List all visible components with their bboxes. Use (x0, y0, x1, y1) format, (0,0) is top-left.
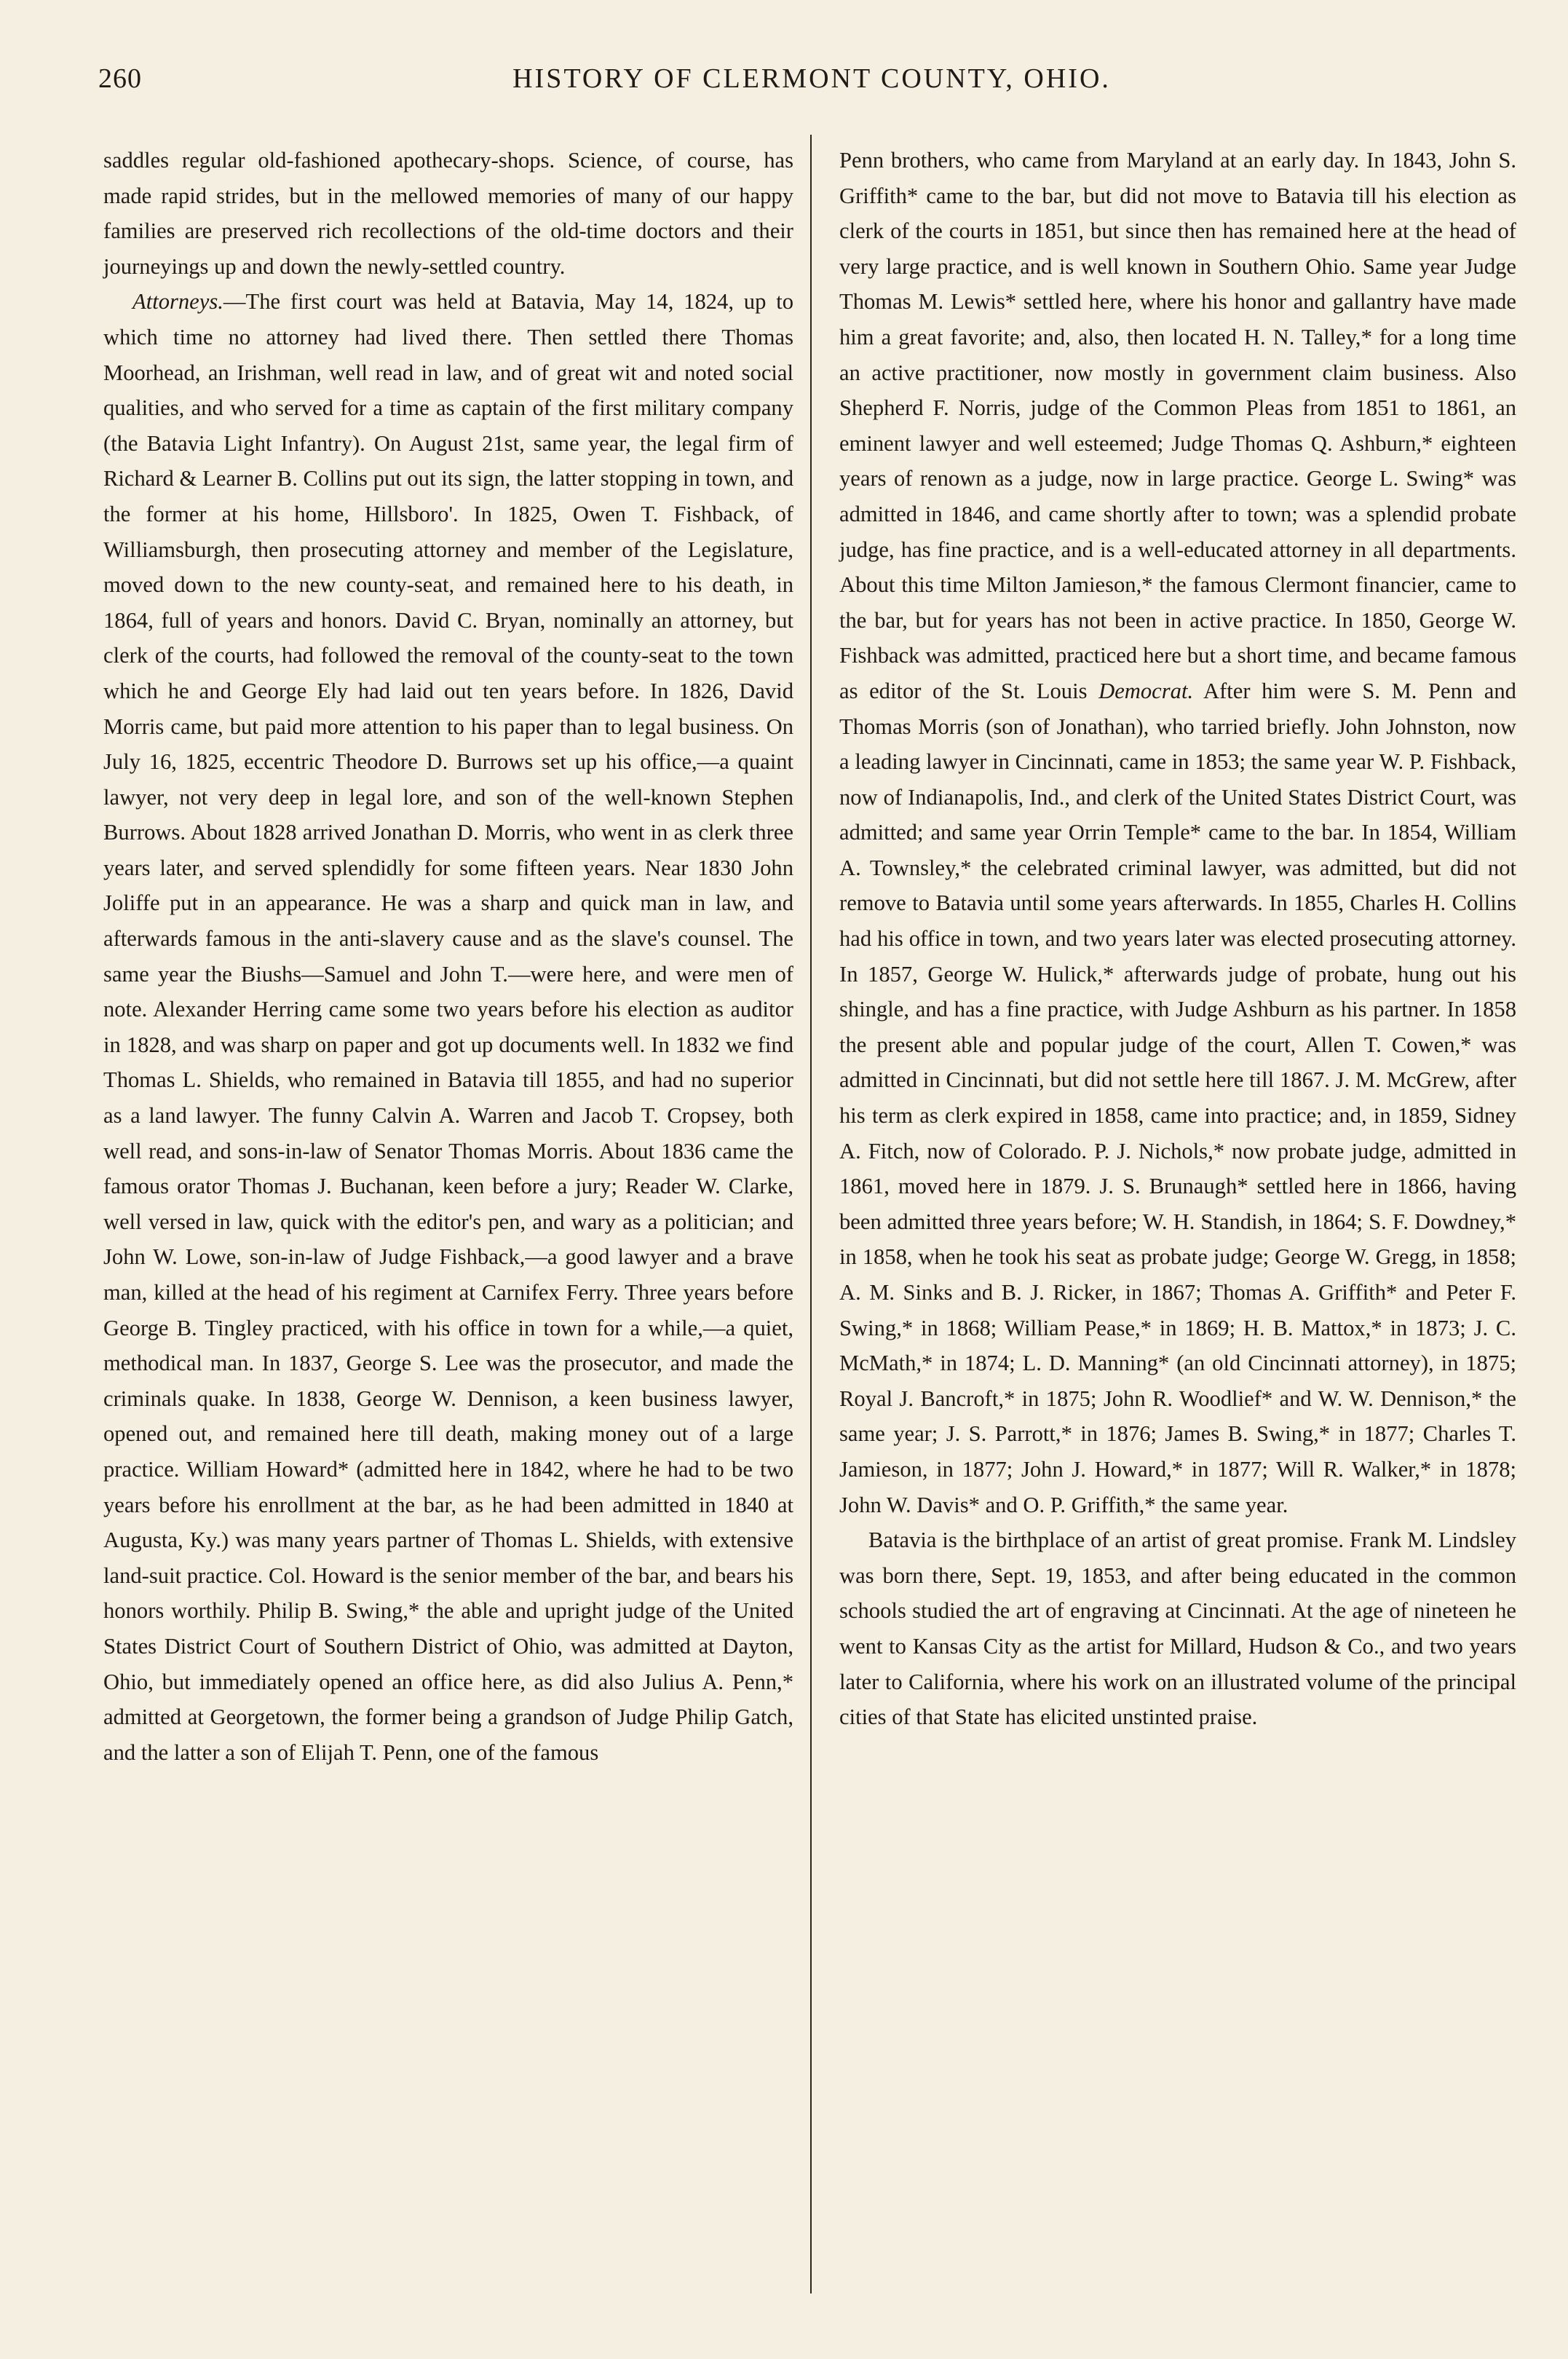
paragraph-attorneys-continued (839, 143, 1516, 1522)
paragraph-doctors-continued: saddles regular old-fashioned apothecary-shops. Science, of course, has made rapid strides, but in the mellowed memories of many of our happy families are preserved rich recollections of the old-time doctors and their journeyings up and down the newly-settled country. (103, 148, 793, 279)
paragraph-artist-lindsley: Batavia is the birthplace of an artist of great promise. Frank M. Lindsley was born there, Sept. 19, 1853, and after being educated in the common schools studied the art of engraving at Cincinnati. At the age of nineteen he went to Kansas City as the artist for Millard, Hudson & Co., and two years later to California, where his work on an illustrated volume of the principal cities of that State has elicited unstinted praise. (839, 1528, 1516, 1730)
right-column (839, 143, 1516, 1735)
paragraph-attorneys-continued-part-b: After him were S. M. Penn and Thomas Morris (son of Jonathan), who tarried briefly. John Johnston, now a leading lawyer in Cincinnati, came in 1853; the same year W. P. Fishback, now of Indianapolis, Ind., and clerk of the United States District Court, was admitted; and same year Orrin Temple* came to the bar. In 1854, William A. Townsley,* the celebrated criminal lawyer, was admitted, but did not remove to Batavia until some years afterwards. In 1855, Charles H. Collins had his office in town, and two years later was elected prosecuting attorney. In 1857, George W. Hulick,* afterwards judge of probate, hung out his shingle, and has a fine practice, with Judge Ashburn as his partner. In 1858 the present able and popular judge of the court, Allen T. Cowen,* was admitted in Cincinnati, but did not settle here till 1867. J. M. McGrew, after his term as clerk expired in 1858, came into practice; and, in 1859, Sidney A. Fitch, now of Colorado. P. J. Nichols,* now probate judge, admitted in 1861, moved here in 1879. J. S. Brunaugh* settled here in 1866, having been admitted three years before; W. H. Standish, in 1864; S. F. Dowdney,* in 1858, when he took his seat as probate judge; George W. Gregg, in 1858; A. M. Sinks and B. J. Ricker, in 1867; Thomas A. Griffith* and Peter F. Swing,* in 1868; William Pease,* in 1869; H. B. Mattox,* in 1873; J. C. McMath,* in 1874; L. D. Manning* (an old Cincinnati attorney), in 1875; Royal J. Bancroft,* in 1875; John R. Woodlief* and W. W. Dennison,* the same year; J. S. Parrott,* in 1876; James B. Swing,* in 1877; Charles T. Jamieson, in 1877; John J. Howard,* in 1877; Will R. Walker,* in 1878; John W. Davis* and O. P. Griffith,* the same year. (839, 678, 1516, 1517)
running-title: HISTORY OF CLERMONT COUNTY, OHIO. (512, 63, 1111, 94)
page-number: 260 (98, 63, 142, 94)
paragraph-attorneys (103, 284, 793, 1770)
page-header (98, 63, 1525, 106)
section-heading-attorneys: Attorneys. (132, 289, 223, 315)
newspaper-title-democrat: Democrat. (1098, 678, 1194, 703)
column-divider (810, 135, 812, 2293)
paragraph-attorneys-body: —The first court was held at Batavia, May 14, 1824, up to which time no attorney had lived there. Then settled there Thomas Moorhead, an Irishman, well read in law, and of great wit and noted social qualities, and who served for a time as captain of the first military company (the Batavia Light Infantry). On August 21st, same year, the legal firm of Richard & Learner B. Collins put out its sign, the latter stopping in town, and the former at his home, Hillsboro'. In 1825, Owen T. Fishback, of Williamsburgh, then prosecuting attorney and member of the Legislature, moved down to the new county-seat, and remained here to his death, in 1864, full of years and honors. David C. Bryan, nominally an attorney, but clerk of the courts, had followed the removal of the county-seat to the town which he and George Ely had laid out ten years before. In 1826, David Morris came, but paid more attention to his paper than to legal business. On July 16, 1825, eccentric Theodore D. Burrows set up his office,—a quaint lawyer, not very deep in legal lore, and son of the well-known Stephen Burrows. About 1828 arrived Jonathan D. Morris, who went in as clerk three years later, and served splendidly for some fifteen years. Near 1830 John Joliffe put in an appearance. He was a sharp and quick man in law, and afterwards famous in the anti-slavery cause and as the slave's counsel. The same year the Biushs—Samuel and John T.—were here, and were men of note. Alexander Herring came some two years before his election as auditor in 1828, and was sharp on paper and got up documents well. In 1832 we find Thomas L. Shields, who remained in Batavia till 1855, and had no superior as a land lawyer. The funny Calvin A. Warren and Jacob T. Cropsey, both well read, and sons-in-law of Senator Thomas Morris. About 1836 came the famous orator Thomas J. Buchanan, keen before a jury; Reader W. Clarke, well versed in law, quick with the editor's pen, and wary as a politician; and John W. Lowe, son-in-law of Judge Fishback,—a good lawyer and a brave man, killed at the head of his regiment at Carnifex Ferry. Three years before George B. Tingley practiced, with his office in town for a while,—a quiet, methodical man. In 1837, George S. Lee was the prosecutor, and made the criminals quake. In 1838, George W. Dennison, a keen business lawyer, opened out, and remained here till death, making money out of a large practice. William Howard* (admitted here in 1842, where he had to be two years before his enrollment at the bar, as he had been admitted in 1840 at Augusta, Ky.) was many years partner of Thomas L. Shields, with extensive land-suit practice. Col. Howard is the senior member of the bar, and bears his honors worthily. Philip B. Swing,* the able and upright judge of the United States District Court of Southern District of Ohio, was admitted at Dayton, Ohio, but immediately opened an office here, as did also Julius A. Penn,* admitted at Georgetown, the former being a grandson of Judge Philip Gatch, and the latter a son of Elijah T. Penn, one of the famous (103, 289, 793, 1765)
left-column (103, 143, 793, 1770)
paragraph-attorneys-continued-part-a: Penn brothers, who came from Maryland at an early day. In 1843, John S. Griffith* came to the bar, but did not move to Batavia till his election as clerk of the courts in 1851, but since then has remained here at the head of very large practice, and is well known in Southern Ohio. Same year Judge Thomas M. Lewis* settled here, where his honor and gallantry have made him a great favorite; and, also, then located H. N. Talley,* for a long time an active practitioner, now mostly in government claim business. Also Shepherd F. Norris, judge of the Common Pleas from 1851 to 1861, an eminent lawyer and well esteemed; Judge Thomas Q. Ashburn,* eighteen years of renown as a judge, now in large practice. George L. Swing* was admitted in 1846, and came shortly after to town; was a splendid probate judge, has fine practice, and is a well-educated attorney in all departments. About this time Milton Jamieson,* the famous Clermont financier, came to the bar, but for years has not been in active practice. In 1850, George W. Fishback was admitted, practiced here but a short time, and became famous as editor of the St. Louis (839, 148, 1516, 703)
